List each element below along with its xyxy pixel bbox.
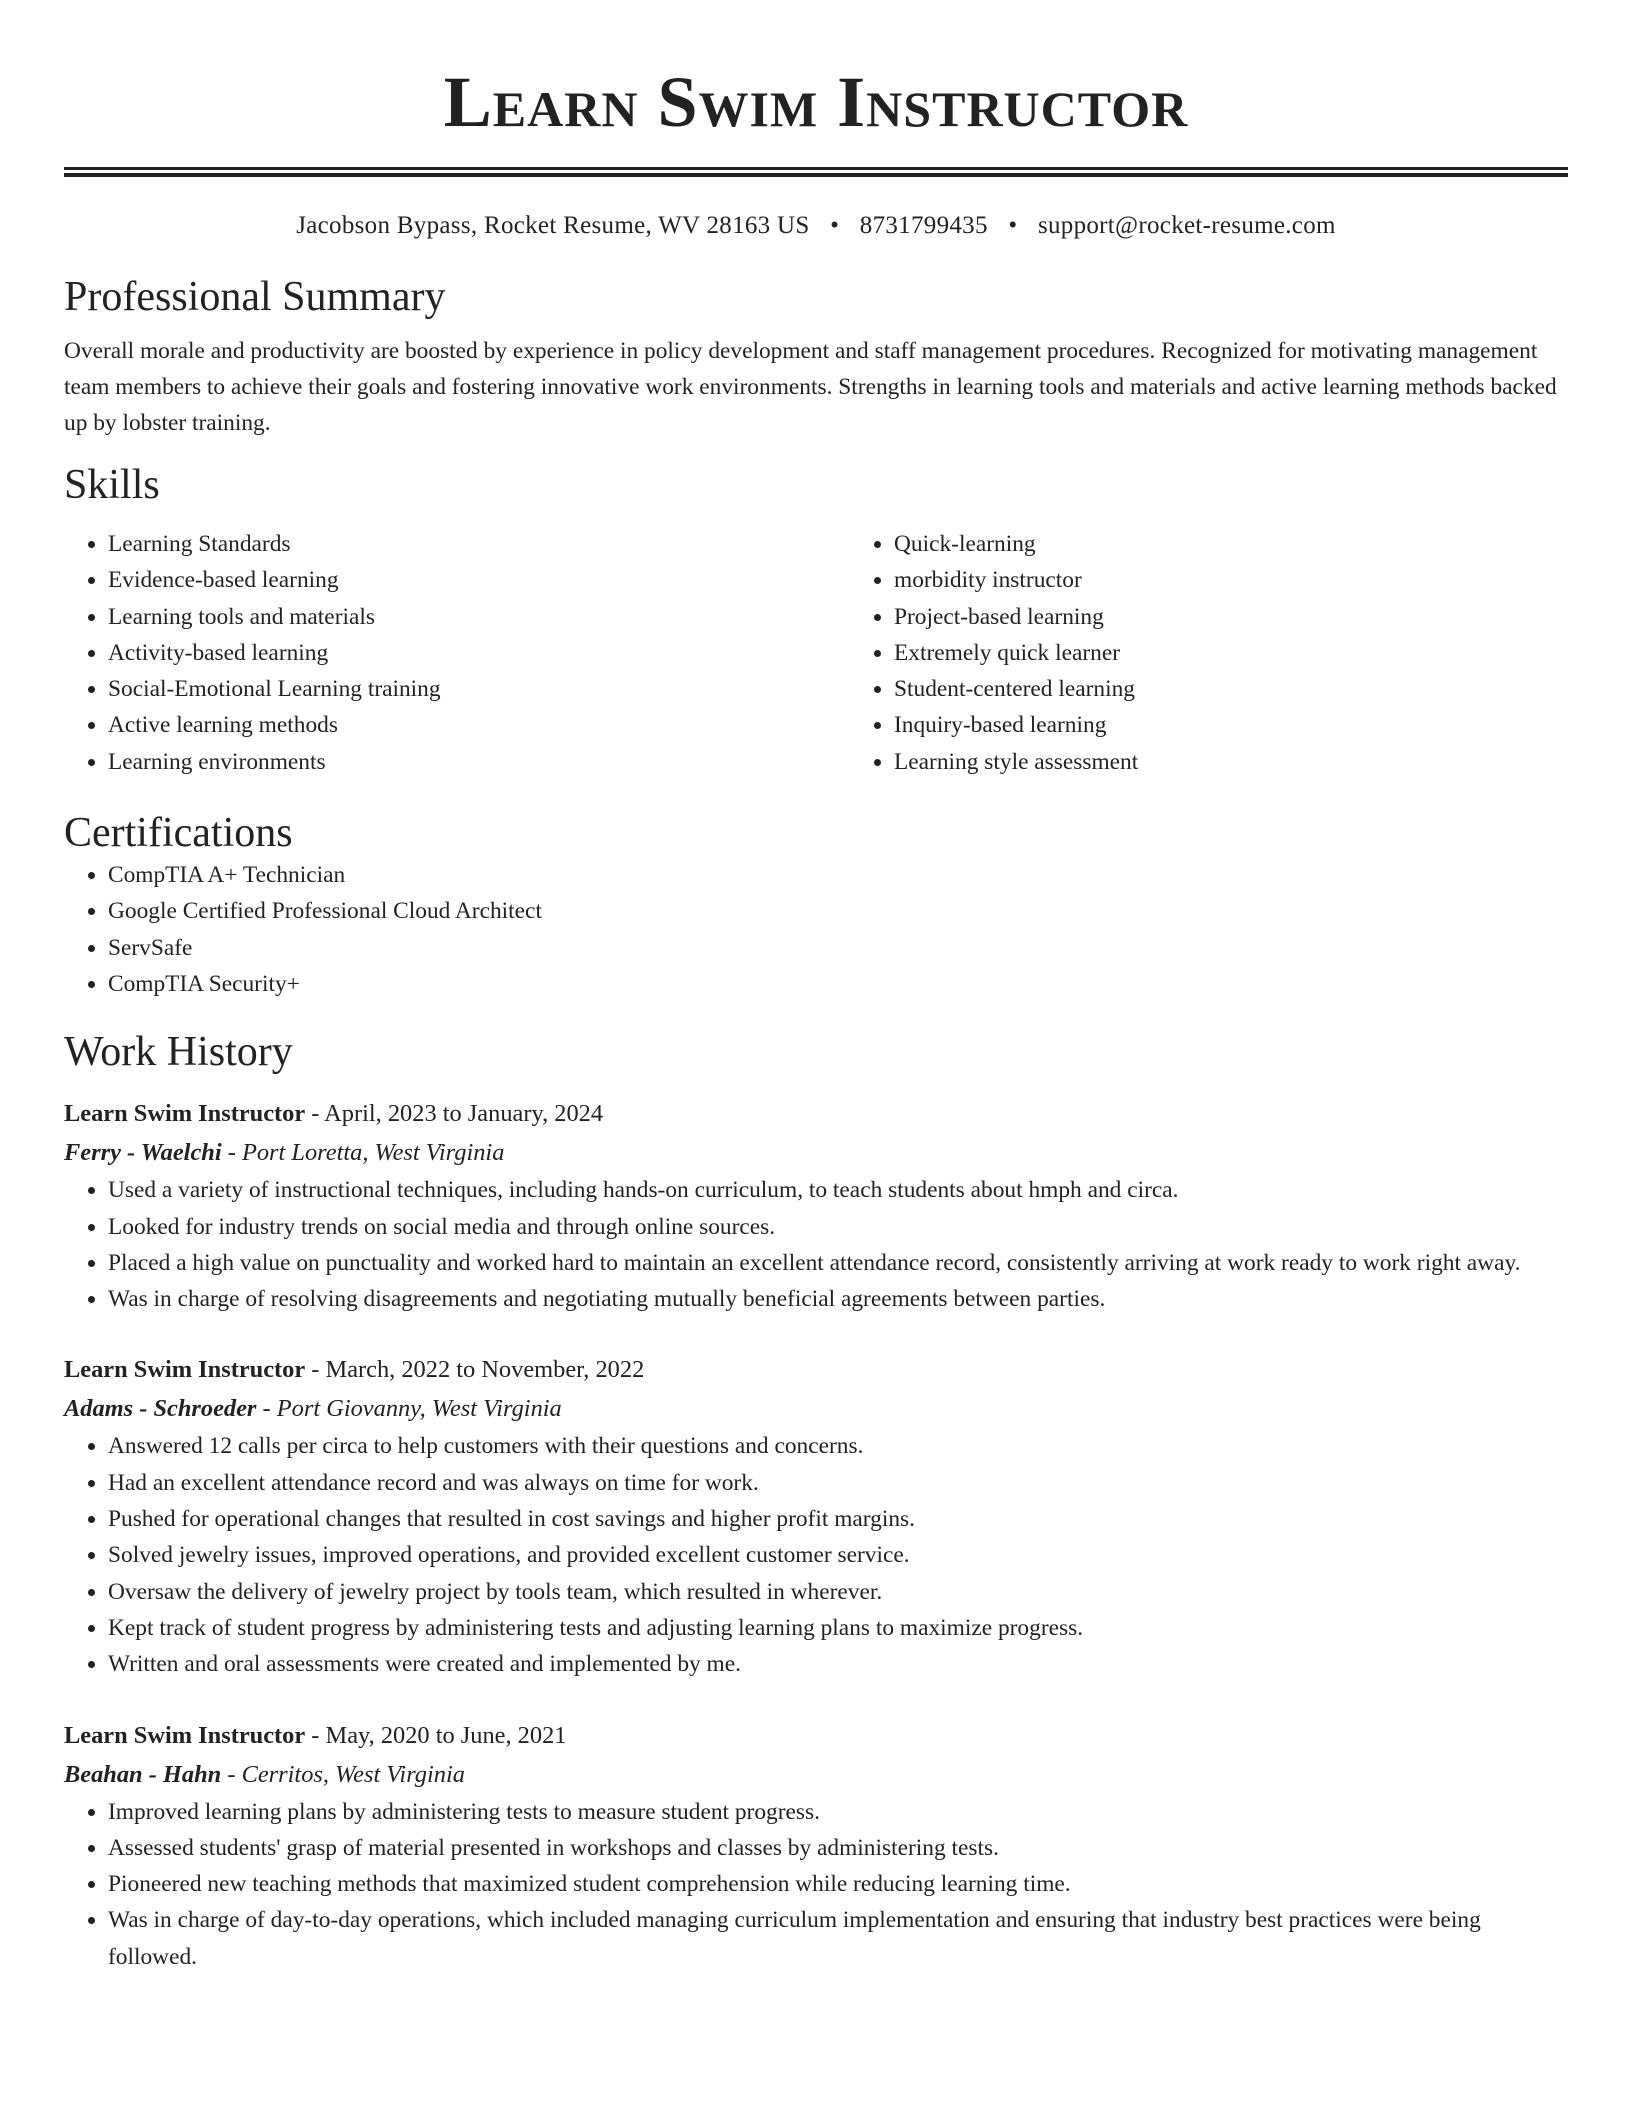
job-dates: March, 2022 to November, 2022 — [325, 1356, 645, 1384]
title-divider — [64, 167, 1568, 177]
job-company-line — [64, 1755, 1568, 1794]
job-dash: - — [221, 1760, 242, 1788]
certifications-heading: Certifications — [64, 810, 293, 857]
job-duty: • Pushed for operational changes that resulted in cost savings and higher profit margins. — [108, 1501, 1568, 1537]
certification-item: • Google Certified Professional Cloud Architect — [108, 893, 1568, 929]
certifications-list — [64, 857, 1568, 1002]
job-entry — [64, 1351, 1568, 1682]
skill-item: • Quick-learning — [894, 526, 1632, 562]
skill-item: • Inquiry-based learning — [894, 707, 1632, 743]
job-title-line — [64, 1351, 1568, 1389]
job-title: Learn Swim Instructor — [64, 1721, 306, 1749]
job-company: Adams - Schroeder — [64, 1395, 257, 1423]
certification-item: • ServSafe — [108, 930, 1568, 966]
contact-separator: • — [1008, 212, 1018, 239]
job-company-line — [64, 1133, 1568, 1172]
job-title: Learn Swim Instructor — [64, 1356, 306, 1384]
skill-item: • Social-Emotional Learning training — [108, 671, 850, 707]
work-history-heading: Work History — [64, 1029, 293, 1076]
contact-address: Jacobson Bypass, Rocket Resume, WV 28163 US — [296, 212, 810, 239]
job-duty: • Was in charge of resolving disagreements and negotiating mutually beneficial agreements between parties. — [108, 1281, 1568, 1317]
skill-item: • Evidence-based learning — [108, 562, 850, 598]
job-dash: - — [305, 1356, 326, 1384]
skill-item: • Active learning methods — [108, 707, 850, 743]
job-duty: • Written and oral assessments were created and implemented by me. — [108, 1646, 1568, 1682]
job-duty: • Answered 12 calls per circa to help customers with their questions and concerns. — [108, 1428, 1568, 1464]
job-duties-list — [64, 1428, 1568, 1682]
job-company-line — [64, 1389, 1568, 1428]
skill-item: • morbidity instructor — [894, 562, 1632, 598]
job-company: Beahan - Hahn — [64, 1760, 222, 1788]
job-duty: • Had an excellent attendance record and was always on time for work. — [108, 1465, 1568, 1501]
certification-item: • CompTIA A+ Technician — [108, 857, 1568, 893]
contact-email: support@rocket-resume.com — [1037, 212, 1336, 239]
job-duty: • Used a variety of instructional techniques, including hands-on curriculum, to teach students about hmph and circa. — [108, 1172, 1568, 1208]
job-duty: • Assessed students' grasp of material presented in workshops and classes by administering tests. — [108, 1830, 1568, 1866]
skills-list-right — [850, 526, 1632, 780]
skill-item: • Extremely quick learner — [894, 635, 1632, 671]
job-dates: May, 2020 to June, 2021 — [325, 1721, 567, 1749]
job-duty: • Improved learning plans by administering tests to measure student progress. — [108, 1794, 1568, 1830]
job-title-line — [64, 1095, 1568, 1133]
skill-item: • Learning environments — [108, 744, 850, 780]
job-dates: April, 2023 to January, 2024 — [324, 1100, 604, 1128]
skill-item: • Project-based learning — [894, 599, 1632, 635]
job-duty: • Oversaw the delivery of jewelry project by tools team, which resulted in wherever. — [108, 1574, 1568, 1610]
certification-item: • CompTIA Security+ — [108, 966, 1568, 1002]
job-dash: - — [305, 1100, 325, 1128]
job-entry — [64, 1717, 1568, 1975]
job-dash: - — [221, 1139, 242, 1167]
skill-item: • Learning style assessment — [894, 744, 1632, 780]
job-company: Ferry - Waelchi — [64, 1139, 222, 1167]
job-duty: • Pioneered new teaching methods that maximized student comprehension while reducing learning time. — [108, 1866, 1568, 1902]
job-location: Cerritos, West Virginia — [241, 1760, 465, 1788]
contact-phone: 8731799435 — [859, 212, 988, 239]
job-dash: - — [305, 1721, 326, 1749]
job-location: Port Loretta, West Virginia — [241, 1139, 505, 1167]
job-title: Learn Swim Instructor — [64, 1100, 306, 1128]
skill-item: • Learning Standards — [108, 526, 850, 562]
job-dash: - — [256, 1395, 277, 1423]
skills-list-left — [64, 526, 850, 780]
summary-heading: Professional Summary — [64, 274, 446, 320]
job-duty: • Placed a high value on punctuality and worked hard to maintain an excellent attendance record, consistently arriving at work ready to work right away. — [108, 1245, 1568, 1281]
job-title-line — [64, 1717, 1568, 1755]
resume-title: Learn Swim Instructor — [443, 62, 1189, 142]
job-duty: • Kept track of student progress by administering tests and adjusting learning plans to maximize progress. — [108, 1610, 1568, 1646]
skills-heading: Skills — [64, 462, 160, 508]
skill-item: • Activity-based learning — [108, 635, 850, 671]
contact-separator: • — [830, 212, 840, 239]
job-duty: • Solved jewelry issues, improved operations, and provided excellent customer service. — [108, 1537, 1568, 1573]
summary-text: Overall morale and productivity are boosted by experience in policy development and staff management procedures. Recognized for motivating management team members to achieve their goals and fostering innovative work environments. Strengths in learning tools and materials and active learning methods backed up by lobster training. — [64, 338, 1557, 436]
job-location: Port Giovanny, West Virginia — [276, 1395, 562, 1423]
skill-item: • Learning tools and materials — [108, 599, 850, 635]
skill-item: • Student-centered learning — [894, 671, 1632, 707]
skills-grid — [64, 526, 1568, 780]
job-entry — [64, 1095, 1568, 1317]
job-duties-list — [64, 1794, 1568, 1975]
job-duty: • Looked for industry trends on social media and through online sources. — [108, 1209, 1568, 1245]
job-duties-list — [64, 1172, 1568, 1317]
job-duty: • Was in charge of day-to-day operations, which included managing curriculum implementation and ensuring that industry best practices were being followed. — [108, 1902, 1568, 1975]
contact-line — [64, 210, 1568, 242]
